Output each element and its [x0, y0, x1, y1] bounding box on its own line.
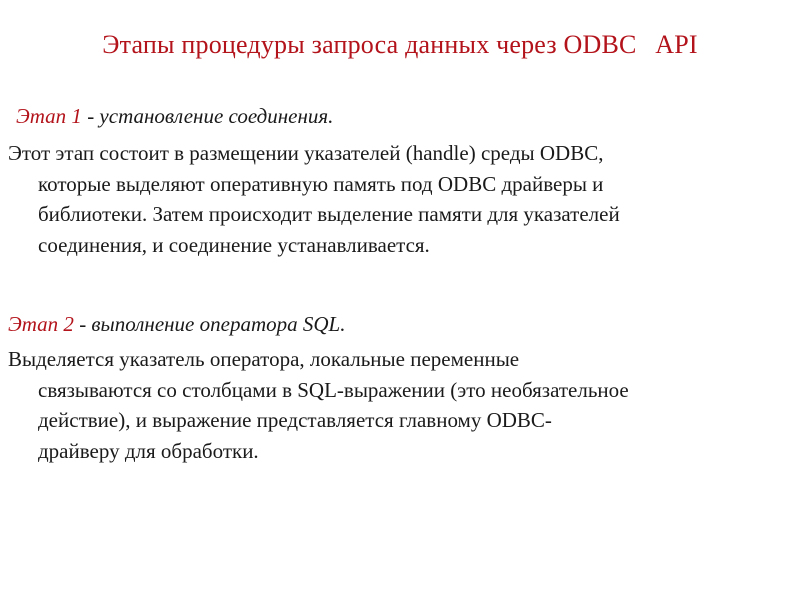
paragraph-line: которые выделяют оперативную память под ODBC драйверы и [38, 171, 604, 196]
paragraph-line: Этот этап состоит в размещении указателей (handle) среды ODBC, [8, 141, 604, 165]
paragraph-line: действие), и выражение представляется главному ODBC- [38, 408, 552, 432]
slide-title: Этапы процедуры запроса данных через ODBC API [102, 30, 698, 59]
stage-2-description: - выполнение оператора SQL. [73, 312, 346, 336]
stage-1-description: - установление соединения. [81, 104, 334, 128]
stage-1-label: Этап 1 [16, 104, 82, 128]
paragraph-line: Выделяется указатель оператора, локальные переменные [8, 347, 520, 371]
paragraph-line: библиотеки. Затем происходит выделение памяти для указателей [38, 202, 620, 226]
stage-1-paragraph [8, 138, 792, 260]
paragraph-line: соединения, и соединение устанавливается. [38, 232, 430, 257]
stage-2-label: Этап 2 [8, 312, 74, 336]
stage-2-heading [8, 312, 345, 337]
stage-1-heading [16, 104, 333, 129]
paragraph-line: связываются со столбцами в SQL-выражении (это необязательное [38, 377, 629, 402]
stage-2-paragraph [8, 344, 792, 466]
paragraph-line: драйверу для обработки. [38, 438, 259, 463]
